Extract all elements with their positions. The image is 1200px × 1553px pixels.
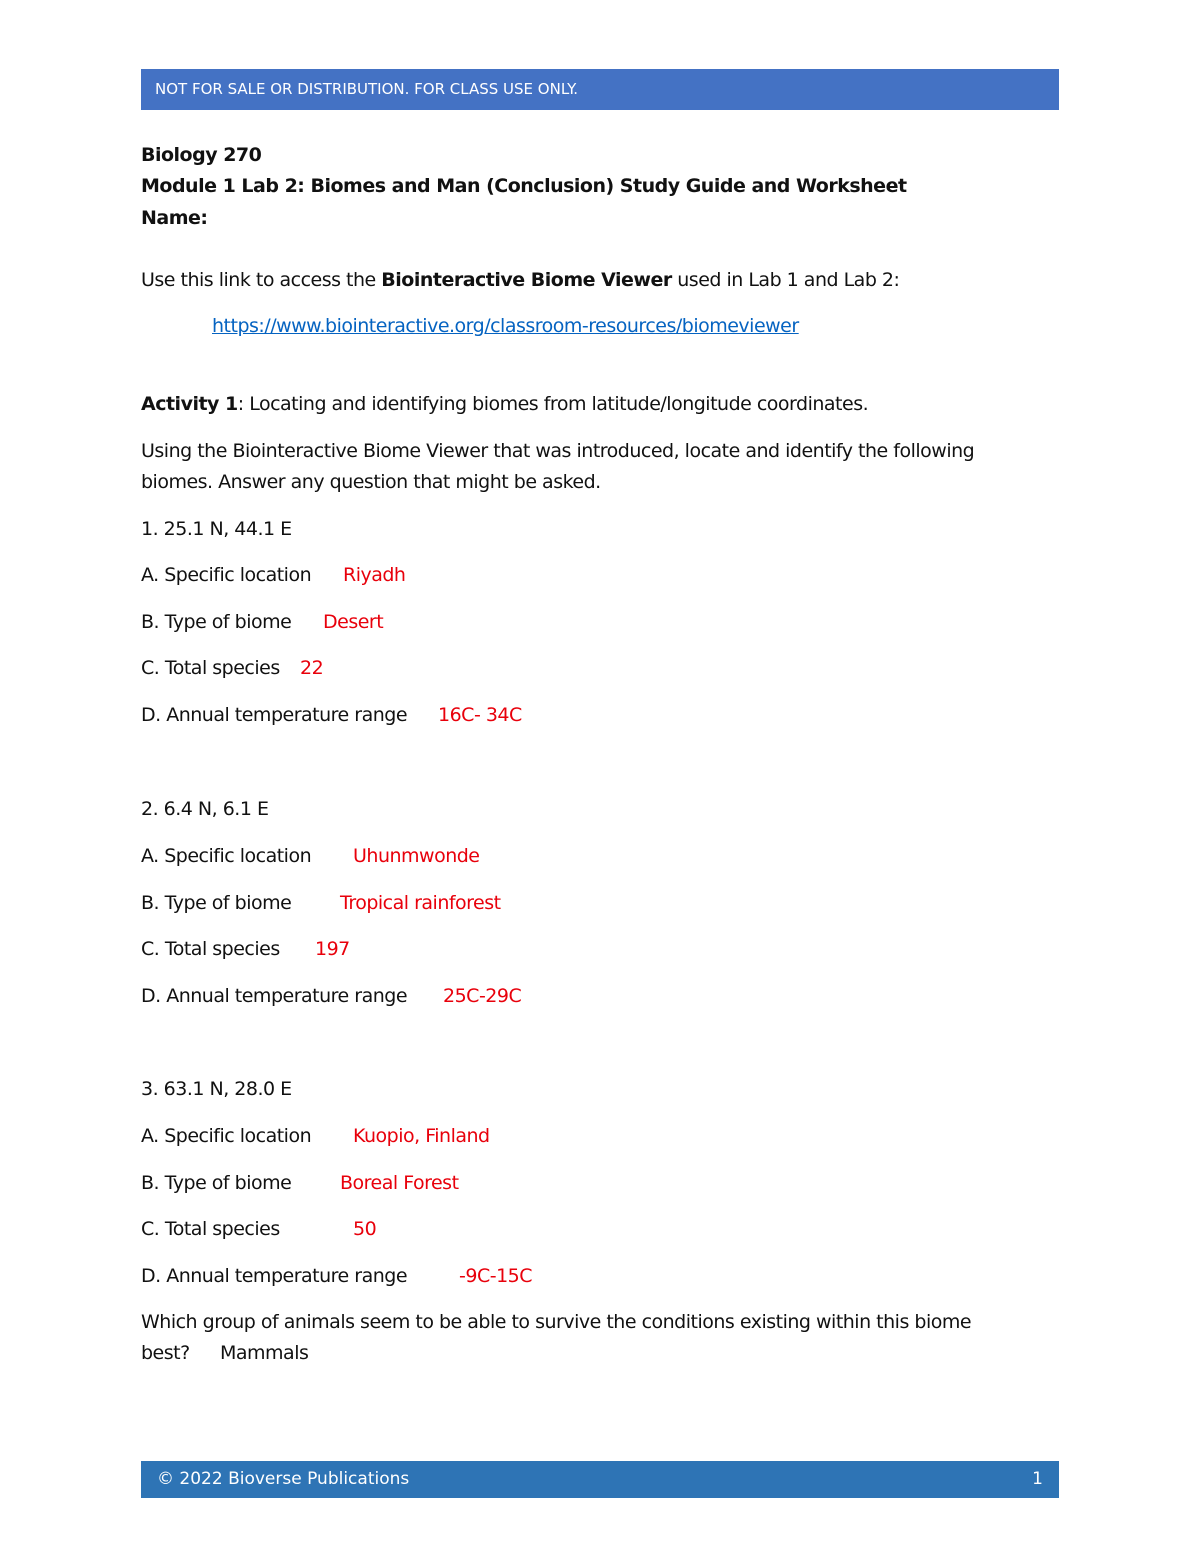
question-2-species-label: C. Total species <box>141 938 280 960</box>
question-1-temp-answer: 16C- 34C <box>438 704 522 726</box>
question-3-species-answer: 50 <box>353 1218 377 1240</box>
question-2-species-answer: 197 <box>315 938 350 960</box>
question-2-heading: 2. 6.4 N, 6.1 E <box>141 798 269 820</box>
question-2-location-label: A. Specific location <box>141 845 312 867</box>
footer-page-number: 1 <box>1032 1469 1043 1489</box>
course-title: Biology 270 <box>141 144 262 166</box>
question-3-temp-row <box>141 1263 533 1289</box>
question-3-location-row <box>141 1123 490 1149</box>
question-1-location-answer: Riyadh <box>343 564 406 586</box>
question-3-temp-label: D. Annual temperature range <box>141 1265 408 1287</box>
question-1-biome-row <box>141 609 384 635</box>
question-3-biome-row <box>141 1170 459 1196</box>
header-notice-text: NOT FOR SALE OR DISTRIBUTION. FOR CLASS USE ONLY. <box>155 80 579 98</box>
question-2-temp-row <box>141 983 522 1009</box>
question-1-biome-answer: Desert <box>323 611 384 633</box>
activity-instructions-line1: Using the Biointeractive Biome Viewer that was introduced, locate and identify the following <box>141 440 975 462</box>
question-3-temp-answer: -9C-15C <box>459 1265 533 1287</box>
question-2-temp-label: D. Annual temperature range <box>141 985 408 1007</box>
question-2-biome-label: B. Type of biome <box>141 892 292 914</box>
intro-tool-name: Biointeractive Biome Viewer <box>381 269 672 291</box>
question-3-species-row <box>141 1216 377 1242</box>
question-2-biome-row <box>141 890 501 916</box>
name-label: Name: <box>141 207 208 229</box>
activity-label: Activity 1 <box>141 393 238 415</box>
question-1-location-label: A. Specific location <box>141 564 312 586</box>
question-1-temp-label: D. Annual temperature range <box>141 704 408 726</box>
activity-heading <box>141 391 868 417</box>
question-3-location-label: A. Specific location <box>141 1125 312 1147</box>
question-2-location-row <box>141 843 480 869</box>
intro-paragraph <box>141 267 899 293</box>
question-3-heading: 3. 63.1 N, 28.0 E <box>141 1078 292 1100</box>
footer-bar <box>141 1461 1059 1498</box>
activity-title: : Locating and identifying biomes from latitude/longitude coordinates. <box>237 393 869 415</box>
question-1-heading: 1. 25.1 N, 44.1 E <box>141 518 292 540</box>
question-1-species-label: C. Total species <box>141 657 280 679</box>
question-1-biome-label: B. Type of biome <box>141 611 292 633</box>
biome-viewer-link-line <box>212 313 799 339</box>
question-1-temp-row <box>141 702 522 728</box>
followup-question-line1: Which group of animals seem to be able to survive the conditions existing within this biome <box>141 1311 972 1333</box>
intro-prefix: Use this link to access the <box>141 269 382 291</box>
question-2-temp-answer: 25C-29C <box>443 985 522 1007</box>
question-3-location-answer: Kuopio, Finland <box>353 1125 490 1147</box>
followup-question-end: best? <box>141 1342 190 1364</box>
question-2-species-row <box>141 936 350 962</box>
followup-question-line2 <box>141 1340 309 1366</box>
question-1-species-row <box>141 655 324 681</box>
footer-copyright: © 2022 Bioverse Publications <box>157 1469 410 1489</box>
followup-answer: Mammals <box>220 1342 309 1364</box>
activity-instructions-line2: biomes. Answer any question that might be asked. <box>141 471 601 493</box>
question-3-species-label: C. Total species <box>141 1218 280 1240</box>
intro-suffix: used in Lab 1 and Lab 2: <box>671 269 900 291</box>
question-1-species-answer: 22 <box>300 657 324 679</box>
biome-viewer-link[interactable]: https://www.biointeractive.org/classroom-resources/biomeviewer <box>212 315 799 337</box>
header-notice-bar <box>141 69 1059 110</box>
question-2-location-answer: Uhunmwonde <box>353 845 480 867</box>
question-3-biome-label: B. Type of biome <box>141 1172 292 1194</box>
question-3-biome-answer: Boreal Forest <box>340 1172 459 1194</box>
question-2-biome-answer: Tropical rainforest <box>340 892 501 914</box>
module-title: Module 1 Lab 2: Biomes and Man (Conclusion) Study Guide and Worksheet <box>141 175 907 197</box>
question-1-location-row <box>141 562 406 588</box>
